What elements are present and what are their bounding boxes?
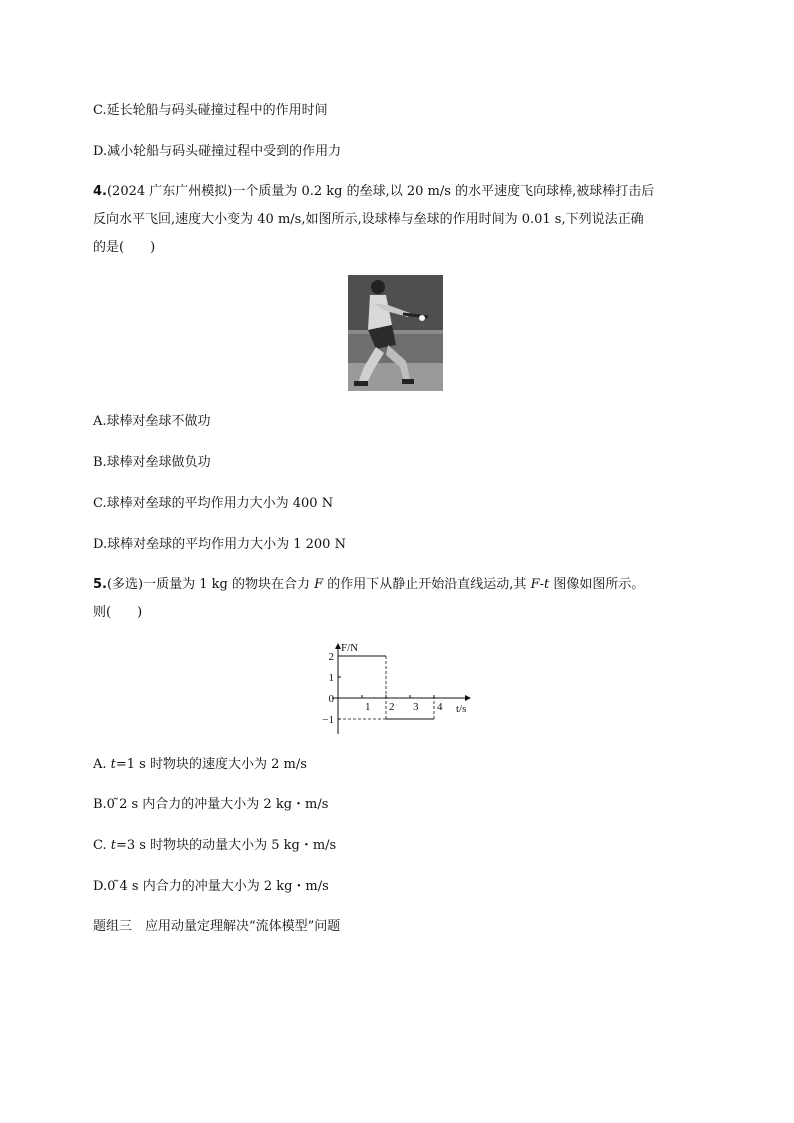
q5-option-d: D.0 ̃4 s 内合力的冲量大小为 2 kg・m/s	[93, 879, 329, 894]
q4-stem-line3: 的是( )	[93, 240, 156, 255]
x-axis-label: t/s	[456, 703, 467, 715]
q5-option-c	[93, 837, 336, 855]
q5-stem-c: 图像如图所示。	[549, 577, 645, 592]
q5-c-prefix: C.	[93, 838, 111, 853]
q5-a-prefix: A.	[93, 757, 111, 772]
q5-number: 5.	[93, 577, 107, 592]
q5-c-rest: =3 s 时物块的动量大小为 5 kg・m/s	[115, 838, 337, 853]
q5-option-b: B.0 ̃2 s 内合力的冲量大小为 2 kg・m/s	[93, 797, 329, 812]
q5-stem-line1	[93, 576, 644, 594]
q4-stem-line1	[93, 183, 654, 201]
q4-option-c: C.球棒对垒球的平均作用力大小为 400 N	[93, 496, 334, 511]
y-tick-label: 1	[328, 672, 334, 684]
y-tick-label: −1	[322, 714, 334, 726]
q5-Ft-dash: -	[539, 577, 545, 592]
q5-option-a	[93, 756, 307, 774]
q5-stem-b: 的作用下从静止开始沿直线运动,其	[323, 577, 531, 592]
x-tick-label: 1	[365, 701, 371, 713]
q5-Ft-t: t	[544, 577, 550, 592]
q4-option-d: D.球棒对垒球的平均作用力大小为 1 200 N	[93, 537, 346, 552]
q5-c-t: t	[110, 838, 116, 853]
x-tick-label: 3	[413, 701, 419, 713]
q4-number: 4.	[93, 184, 107, 199]
y-tick-label: 0	[328, 693, 334, 705]
q5-a-t: t	[110, 757, 116, 772]
y-axis-label: F/N	[341, 642, 359, 654]
x-tick-label: 2	[389, 701, 395, 713]
q3-option-d: D.减小轮船与码头碰撞过程中受到的作用力	[93, 144, 342, 159]
force-time-chart	[318, 640, 478, 736]
q5-a-rest: =1 s 时物块的速度大小为 2 m/s	[115, 757, 307, 772]
softball-batter-photo	[348, 275, 443, 391]
q5-stem-line2: 则( )	[93, 605, 143, 620]
x-tick-label: 4	[437, 701, 443, 713]
q4-stem-text: (2024 广东广州模拟)一个质量为 0.2 kg 的垒球,以 20 m/s 的水平速度飞向球棒,被球棒打击后	[106, 184, 655, 199]
section-heading: 题组三 应用动量定理解决“流体模型”问题	[93, 919, 341, 934]
q5-stem-a: (多选)一质量为 1 kg 的物块在合力	[106, 577, 315, 592]
q4-stem-line2: 反向水平飞回,速度大小变为 40 m/s,如图所示,设球棒与垒球的作用时间为 0.01 s,下列说法正确	[93, 212, 644, 227]
y-tick-label: 2	[328, 651, 334, 663]
q4-option-a: A.球棒对垒球不做功	[93, 414, 211, 429]
q5-stem-F: F	[314, 577, 324, 592]
q5-Ft-F: F	[530, 577, 540, 592]
q3-option-c: C.延长轮船与码头碰撞过程中的作用时间	[93, 103, 328, 118]
q4-option-b: B.球棒对垒球做负功	[93, 455, 211, 470]
